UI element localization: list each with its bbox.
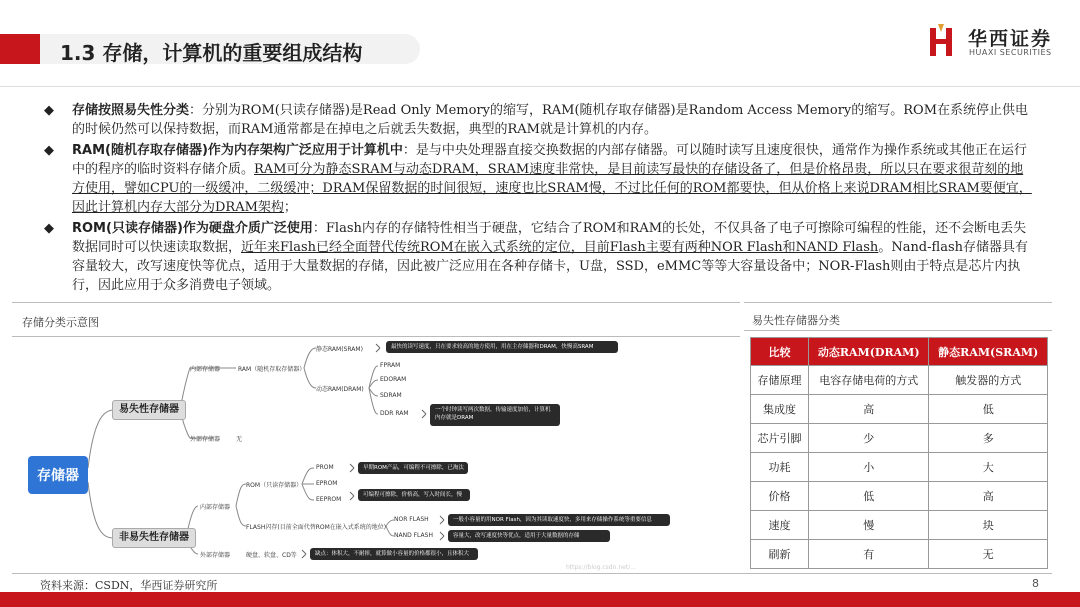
mindmap-node: FPRAM — [380, 362, 401, 369]
mindmap-note: 一般小容量的用NOR Flash，因为其读取速度快，多用来存储操作系统等重要信息 — [448, 514, 670, 526]
table-cell: 块 — [929, 511, 1048, 540]
page-number: 8 — [1032, 577, 1039, 590]
table-row — [751, 511, 1048, 540]
mindmap-node: EEPROM — [316, 496, 342, 503]
table-header-cell: 静态RAM(SRAM) — [929, 338, 1048, 366]
table-header-cell: 动态RAM(DRAM) — [809, 338, 929, 366]
table-caption-rule — [744, 330, 1052, 331]
mindmap-node: EPROM — [316, 480, 338, 487]
mindmap-node: NAND FLASH — [394, 532, 433, 539]
table-cell: 触发器的方式 — [929, 366, 1048, 395]
diamond-bullet-icon: ◆ — [44, 143, 54, 158]
bullet-heading: ROM(只读存储器)作为硬盘介质广泛使用 — [72, 221, 313, 236]
mindmap-node: PROM — [316, 464, 334, 471]
bullet-item — [44, 141, 1034, 217]
table-cell: 大 — [929, 453, 1048, 482]
mindmap-root: 存储器 — [28, 456, 88, 494]
footer-rule — [12, 573, 1052, 574]
mindmap-node: 无 — [236, 436, 243, 443]
table-cell: 小 — [809, 453, 929, 482]
mindmap-node: 硬盘、软盘、CD等 — [246, 552, 297, 559]
table-row-label: 速度 — [751, 511, 809, 540]
bullet-text: ：分别为ROM(只读存储器)是Read Only Memory的缩写，RAM(随机存取存储器)是Random Access Memory的缩写。ROM在系统停止供电的时候仍然可以保持数据，而RAM通常都是在掉电之后就丢失数据，典型的RAM就是计算机的内存。 — [72, 103, 1029, 137]
table-row-label: 价格 — [751, 482, 809, 511]
mindmap-node: SDRAM — [380, 392, 402, 399]
logo-text-en: HUAXI SECURITIES — [969, 48, 1052, 57]
bullet-list — [44, 101, 1034, 297]
header-divider — [0, 86, 1080, 87]
bullet-text: 。Nand-flash存储器具有容量较大，改写速度快等优点，适用于大量数据的存储，因此被广泛应用在各种存储卡，U盘，SSD，eMMC等等大容量设备中；NOR-Flash则由于特点是芯片内执行，因此应用于众多消费电子领域。 — [72, 240, 1028, 293]
table-row-label: 存储原理 — [751, 366, 809, 395]
mindmap-node: 动态RAM(DRAM) — [316, 386, 364, 393]
nonvolatile-category: 非易失性存储器 — [112, 528, 196, 548]
table-cell: 低 — [809, 482, 929, 511]
storage-mindmap — [14, 338, 740, 572]
table-cell: 高 — [929, 482, 1048, 511]
huaxi-logo-icon — [928, 24, 956, 58]
table-row — [751, 453, 1048, 482]
bullet-text: ； — [283, 200, 297, 215]
mindmap-node: 外部存储器 — [190, 436, 221, 443]
table-row-label: 集成度 — [751, 395, 809, 424]
table-row — [751, 424, 1048, 453]
mindmap-node: DDR RAM — [380, 410, 409, 417]
header-accent-bar — [0, 34, 40, 64]
table-header-row — [751, 338, 1048, 366]
table-cell: 少 — [809, 424, 929, 453]
mindmap-node: EDORAM — [380, 376, 407, 383]
bullet-item — [44, 101, 1034, 139]
logo-text-cn: 华西证券 — [968, 28, 1053, 50]
source-note: 资料来源：CSDN，华西证券研究所 — [40, 579, 218, 592]
figure-caption-rule — [12, 336, 740, 337]
mindmap-node: 内部存储器 — [200, 504, 231, 511]
table-row-label: 刷新 — [751, 540, 809, 569]
mindmap-node: 外部存储器 — [200, 552, 231, 559]
bullet-heading: RAM(随机存取存储器)作为内存架构广泛应用于计算机中 — [72, 143, 403, 158]
brand-logo — [928, 24, 1068, 62]
table-row — [751, 540, 1048, 569]
table-cell: 有 — [809, 540, 929, 569]
table-row-label: 功耗 — [751, 453, 809, 482]
table-cell: 多 — [929, 424, 1048, 453]
volatile-category: 易失性存储器 — [112, 400, 186, 420]
table-caption: 易失性存储器分类 — [752, 314, 840, 327]
mindmap-note: 容量大，改写速度快等优点，适用于大量数据的存储 — [448, 530, 610, 542]
table-cell: 电容存储电荷的方式 — [809, 366, 929, 395]
bullet-text: ：Flash内存的存储特性相当于硬盘，它结合了ROM和RAM的长处，不仅具备了电子可擦除可编程的性能，还不会断电丢失数据同时可以快速读取数据， — [72, 221, 1027, 255]
table-top-rule — [744, 302, 1052, 303]
mindmap-node: ROM（只读存储器） — [246, 482, 303, 489]
volatile-memory-table — [750, 337, 1048, 569]
mindmap-node: FLASH闪存(目前全面代替ROM在嵌入式系统的地位) — [246, 524, 387, 531]
page-title: 1.3 存储，计算机的重要组成结构 — [60, 41, 363, 65]
table-header-cell: 比较 — [751, 338, 809, 366]
mindmap-note: 可编程可擦除，价格高，写入时间长，慢 — [358, 489, 470, 501]
table-row — [751, 482, 1048, 511]
figure-caption: 存储分类示意图 — [22, 316, 99, 329]
bullet-item — [44, 219, 1034, 295]
footer-accent-bar — [0, 592, 1080, 607]
table-cell: 高 — [809, 395, 929, 424]
bullet-text-underlined: RAM可分为静态SRAM与动态DRAM，SRAM速度非常快，是目前读写最快的存储设备了，但是价格昂贵，所以只在要求很苛刻的地方使用，譬如CPU的一级缓冲，二级缓冲；DRAM保留数据的时间很短，速度也比SRAM慢，不过比任何的ROM都要快，但从价格上来说DRAM相比SRAM要便宜，因此计算机内存大部分为DRAM架构 — [72, 162, 1032, 215]
watermark: https://blog.csdn.net/... — [566, 564, 636, 571]
table-row — [751, 366, 1048, 395]
figure-top-rule — [12, 302, 740, 303]
diamond-bullet-icon: ◆ — [44, 103, 54, 118]
table-row — [751, 395, 1048, 424]
mindmap-node: 内部存储器 — [190, 366, 221, 373]
table-row-label: 芯片引脚 — [751, 424, 809, 453]
table-cell: 低 — [929, 395, 1048, 424]
mindmap-node: 静态RAM(SRAM) — [316, 346, 363, 353]
mindmap-node: RAM（随机存取存储器） — [238, 366, 306, 373]
mindmap-note: 缺点：体积大，不耐摔，就算做小容量的价格都很小，且体积大 — [310, 548, 478, 560]
bullet-text: ：是与中央处理器直接交换数据的内部存储器。可以随时读写且速度很快，通常作为操作系统或其他正在运行中的程序的临时资料存储介质。 — [72, 143, 1027, 177]
mindmap-note: 早期ROM产品，可编程不可擦除，已淘汰 — [358, 462, 468, 474]
table-cell: 无 — [929, 540, 1048, 569]
mindmap-note: 一个时钟读写两次数据，传输速度加倍，计算机内存就是DRAM — [430, 404, 560, 426]
table-cell: 慢 — [809, 511, 929, 540]
mindmap-node: NOR FLASH — [394, 516, 429, 523]
diamond-bullet-icon: ◆ — [44, 221, 54, 236]
bullet-heading: 存储按照易失性分类 — [72, 103, 190, 118]
bullet-text-underlined: 近年来Flash已经全面替代传统ROM在嵌入式系统的定位，目前Flash主要有两种NOR Flash和NAND Flash — [241, 240, 879, 255]
mindmap-note: 最快的读写速度，只在要求较高的地方使用，用在主存储器和DRAM，快慢高SRAM — [386, 341, 618, 353]
